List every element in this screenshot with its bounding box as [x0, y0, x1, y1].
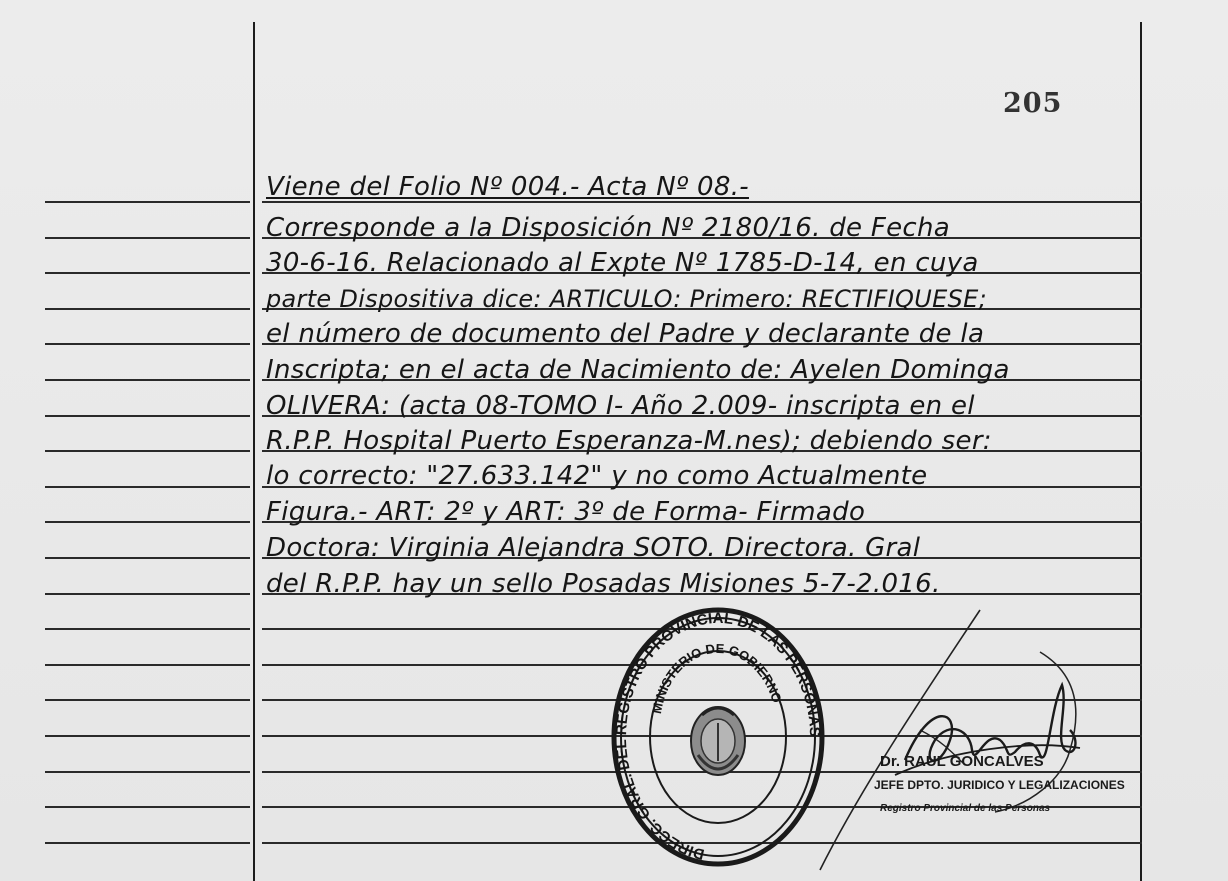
left-ruled-line	[45, 415, 250, 417]
page-number: 205	[1003, 88, 1063, 119]
official-seal	[610, 605, 826, 869]
handwritten-line: Inscripta; en el acta de Nacimiento de: Ayelen Dominga	[266, 355, 1010, 385]
left-ruled-line	[45, 343, 250, 345]
stamp-name: Dr. RAUL GONCALVES	[880, 753, 1044, 770]
seal-inner-text: MINISTERIO DE GOBIERNO	[648, 640, 785, 715]
left-ruled-line	[45, 806, 250, 808]
handwritten-line: parte Dispositiva dice: ARTICULO: Primero: RECTIFIQUESE;	[266, 285, 987, 313]
left-ruled-line	[45, 664, 250, 666]
left-margin-line	[253, 22, 255, 881]
handwritten-line: lo correcto: "27.633.142" y no como Actualmente	[266, 461, 928, 491]
left-ruled-line	[45, 272, 250, 274]
signature	[800, 590, 1120, 880]
left-ruled-line	[45, 842, 250, 844]
left-ruled-line	[45, 699, 250, 701]
left-ruled-line	[45, 771, 250, 773]
left-ruled-line	[45, 308, 250, 310]
handwritten-line: Viene del Folio Nº 004.- Acta Nº 08.-	[266, 172, 749, 202]
handwritten-line: R.P.P. Hospital Puerto Esperanza-M.nes); debiendo ser:	[266, 426, 992, 456]
left-ruled-line	[45, 735, 250, 737]
stamp-title: JEFE DPTO. JURIDICO Y LEGALIZACIONES	[874, 778, 1125, 792]
left-ruled-line	[45, 450, 250, 452]
left-ruled-line	[45, 379, 250, 381]
handwritten-line: Doctora: Virginia Alejandra SOTO. Directora. Gral	[266, 533, 921, 563]
handwritten-line: Figura.- ART: 2º y ART: 3º de Forma- Firmado	[266, 497, 866, 527]
svg-text:MINISTERIO DE GOBIERNO	[649, 641, 785, 715]
left-ruled-line	[45, 628, 250, 630]
left-ruled-line	[45, 557, 250, 559]
seal-outer-text: DIRECC. GRAL. DEL REGISTRO PROVINCIAL DE LAS PERSONAS	[612, 609, 824, 863]
left-ruled-line	[45, 593, 250, 595]
stamp-office: Registro Provincial de las Personas	[880, 803, 1051, 814]
handwritten-line: 30-6-16. Relacionado al Expte Nº 1785-D-14, en cuya	[266, 248, 979, 278]
handwritten-line: OLIVERA: (acta 08-TOMO I- Año 2.009- inscripta en el	[266, 391, 975, 421]
left-ruled-line	[45, 521, 250, 523]
coat-of-arms-emblem	[691, 707, 745, 775]
left-ruled-line	[45, 486, 250, 488]
left-ruled-line	[45, 201, 250, 203]
handwritten-line: el número de documento del Padre y declarante de la	[266, 319, 985, 349]
left-ruled-line	[45, 237, 250, 239]
handwritten-line: Corresponde a la Disposición Nº 2180/16. de Fecha	[266, 213, 951, 243]
handwritten-line: del R.P.P. hay un sello Posadas Misiones 5-7-2.016.	[266, 569, 941, 599]
